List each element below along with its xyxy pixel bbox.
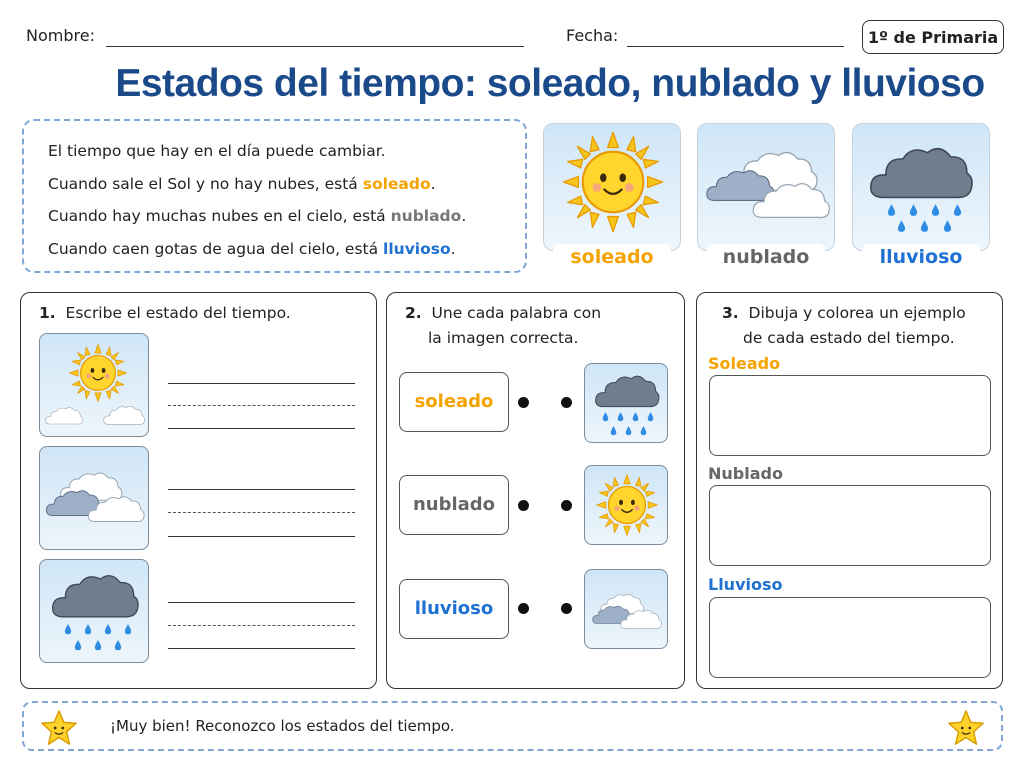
draw-label-lluvioso: Lluvioso [708,575,783,594]
exercise-2-panel [386,292,685,689]
exercise-3-panel [696,292,1003,689]
weather-caption-sunny: soleado [553,244,671,270]
answer-line[interactable] [168,383,355,384]
match-word-lluvioso[interactable]: lluvioso [399,579,509,639]
weather-card-sunny [543,123,681,251]
clouds-icon [40,447,149,550]
star-icon [40,709,78,747]
exercise-2-title: 2. Une cada palabra con [405,304,602,322]
draw-label-nublado: Nublado [708,464,783,483]
rain-cloud-icon [853,124,990,251]
name-field-line[interactable] [106,46,524,47]
match-dot-word[interactable] [518,603,529,614]
exercise-3-title: 3. Dibuja y colorea un ejemplo [722,304,966,322]
sun-icon [544,124,681,251]
clouds-icon [585,570,668,649]
intro-line: Cuando hay muchas nubes en el cielo, está nublado. [48,207,467,225]
intro-line: El tiempo que hay en el día puede cambiar. [48,142,386,160]
answer-guide-line [168,512,355,513]
match-dot-image[interactable] [561,397,572,408]
match-image-rainy [584,363,668,443]
exercise-2-title-line2: la imagen correcta. [428,329,579,347]
exercise-1-title: 1. Escribe el estado del tiempo. [39,304,291,322]
draw-box-nublado[interactable] [709,485,991,566]
weather-card-rainy [852,123,990,251]
page-title: Estados del tiempo: soleado, nublado y lluvioso [115,62,985,105]
exercise-1-panel [20,292,377,689]
intro-box [22,119,527,273]
grade-badge: 1º de Primaria [862,20,1004,54]
name-label: Nombre: [26,26,95,45]
answer-guide-line [168,625,355,626]
match-word-nublado[interactable]: nublado [399,475,509,535]
sun-icon [40,334,149,437]
answer-guide-line [168,405,355,406]
match-dot-image[interactable] [561,500,572,511]
draw-label-soleado: Soleado [708,354,781,373]
intro-line: Cuando sale el Sol y no hay nubes, está soleado. [48,174,436,193]
exercise-1-image-cloudy [39,446,149,550]
weather-card-cloudy [697,123,835,251]
match-word-soleado[interactable]: soleado [399,372,509,432]
date-field-line[interactable] [627,46,844,47]
match-image-cloudy [584,569,668,649]
clouds-icon [698,124,835,251]
answer-line[interactable] [168,489,355,490]
keyword-soleado: soleado [362,174,431,193]
match-image-sunny [584,465,668,545]
match-dot-word[interactable] [518,500,529,511]
header [24,20,1004,54]
keyword-lluvioso: lluvioso [383,239,451,258]
draw-box-soleado[interactable] [709,375,991,456]
footer-box [22,701,1003,751]
footer-message: ¡Muy bien! Reconozco los estados del tiempo. [110,717,455,735]
match-dot-image[interactable] [561,603,572,614]
weather-caption-rainy: lluvioso [862,244,980,270]
weather-caption-cloudy: nublado [707,244,825,270]
answer-line[interactable] [168,602,355,603]
answer-line[interactable] [168,428,355,429]
sun-icon [585,466,668,545]
intro-line: Cuando caen gotas de agua del cielo, está lluvioso. [48,239,456,258]
rain-cloud-icon [40,560,149,663]
draw-box-lluvioso[interactable] [709,597,991,678]
date-label: Fecha: [566,26,619,45]
match-dot-word[interactable] [518,397,529,408]
answer-line[interactable] [168,536,355,537]
answer-line[interactable] [168,648,355,649]
keyword-nublado: nublado [390,207,462,225]
star-icon [947,709,985,747]
exercise-1-image-rainy [39,559,149,663]
rain-cloud-icon [585,364,668,443]
exercise-1-image-sunny [39,333,149,437]
exercise-3-title-line2: de cada estado del tiempo. [743,329,955,347]
